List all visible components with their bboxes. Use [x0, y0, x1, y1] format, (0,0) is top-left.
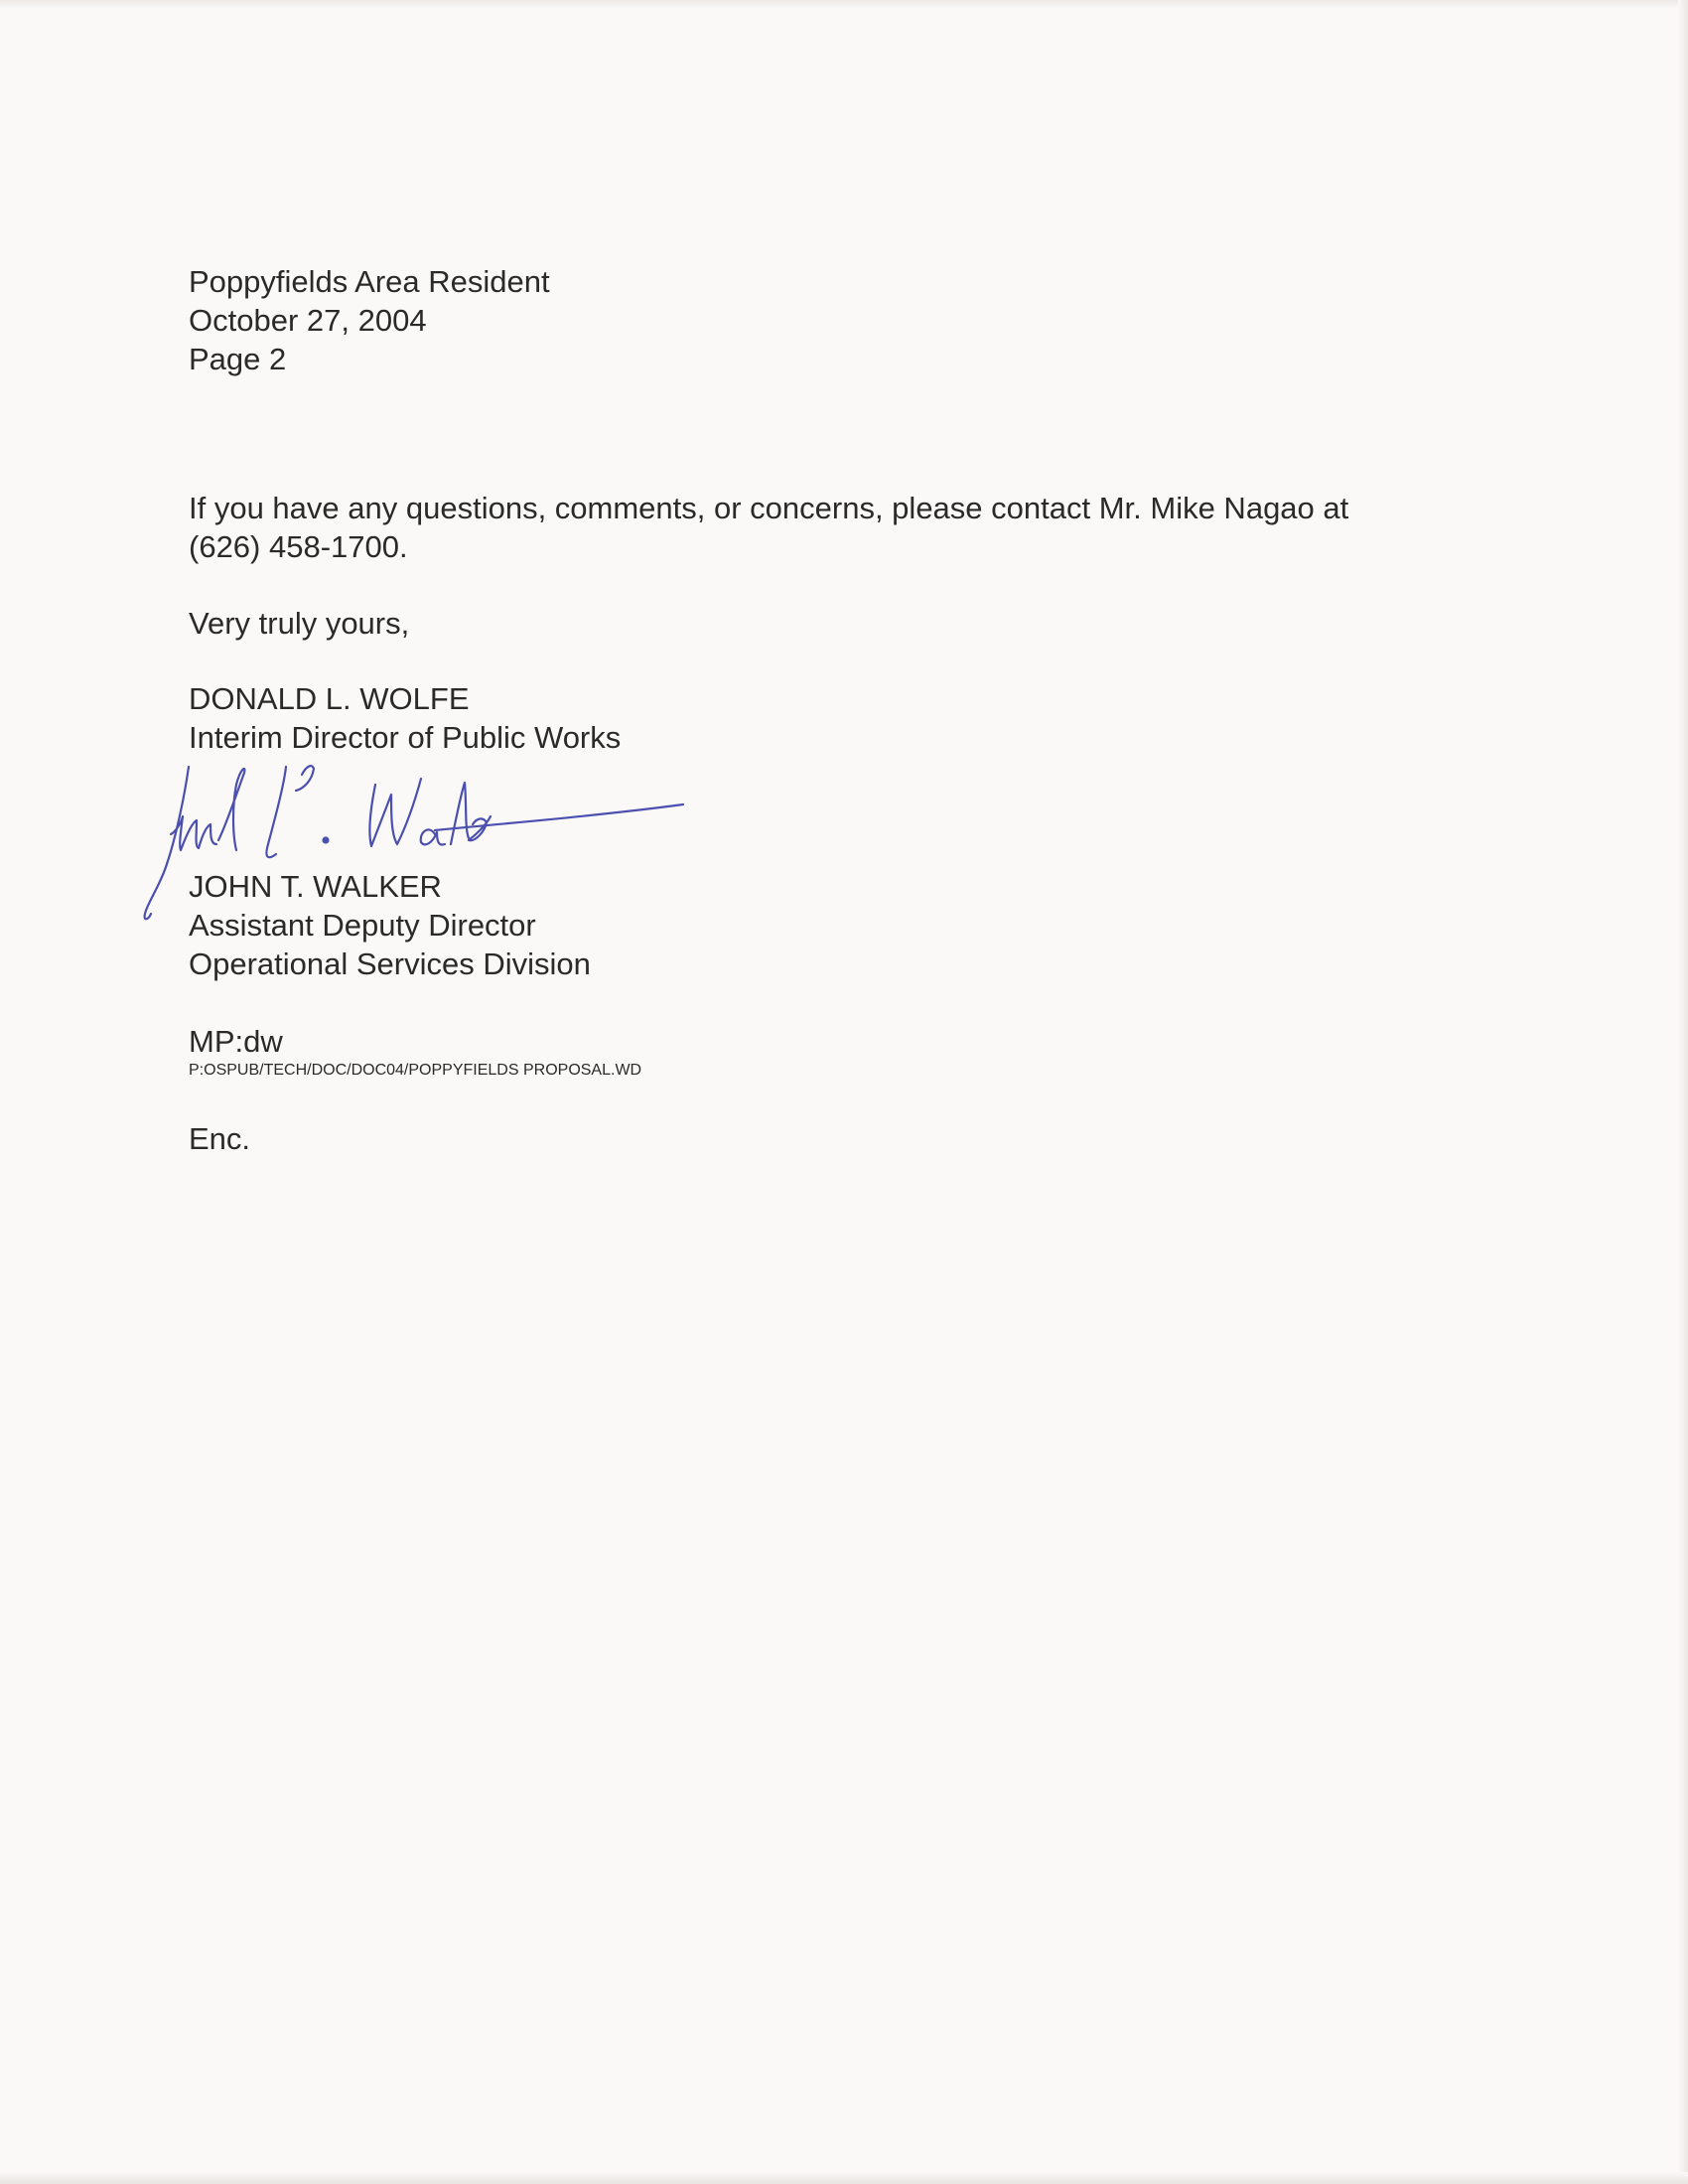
- page-number: Page 2: [189, 342, 287, 376]
- body-paragraph-line-1: If you have any questions, comments, or concerns, please contact Mr. Mike Nagao at: [189, 491, 1349, 525]
- signer-title: Assistant Deputy Director: [189, 908, 536, 943]
- signer-division: Operational Services Division: [189, 946, 591, 981]
- signer-name: JOHN T. WALKER: [189, 869, 442, 904]
- reference-initials: MP:dw: [189, 1024, 283, 1059]
- page-top-edge: [0, 0, 1688, 8]
- body-paragraph-line-2: (626) 458-1700.: [189, 529, 408, 564]
- page-bottom-edge: [0, 2172, 1688, 2184]
- reference-file-path: P:OSPUB/TECH/DOC/DOC04/POPPYFIELDS PROPOSAL.WD: [189, 1062, 642, 1079]
- page-right-edge: [1678, 0, 1688, 2184]
- recipient-line: Poppyfields Area Resident: [189, 264, 550, 299]
- signatory-name: DONALD L. WOLFE: [189, 681, 470, 716]
- signatory-title: Interim Director of Public Works: [189, 720, 622, 755]
- date-line: October 27, 2004: [189, 303, 427, 338]
- closing: Very truly yours,: [189, 606, 410, 641]
- enclosure-note: Enc.: [189, 1121, 251, 1156]
